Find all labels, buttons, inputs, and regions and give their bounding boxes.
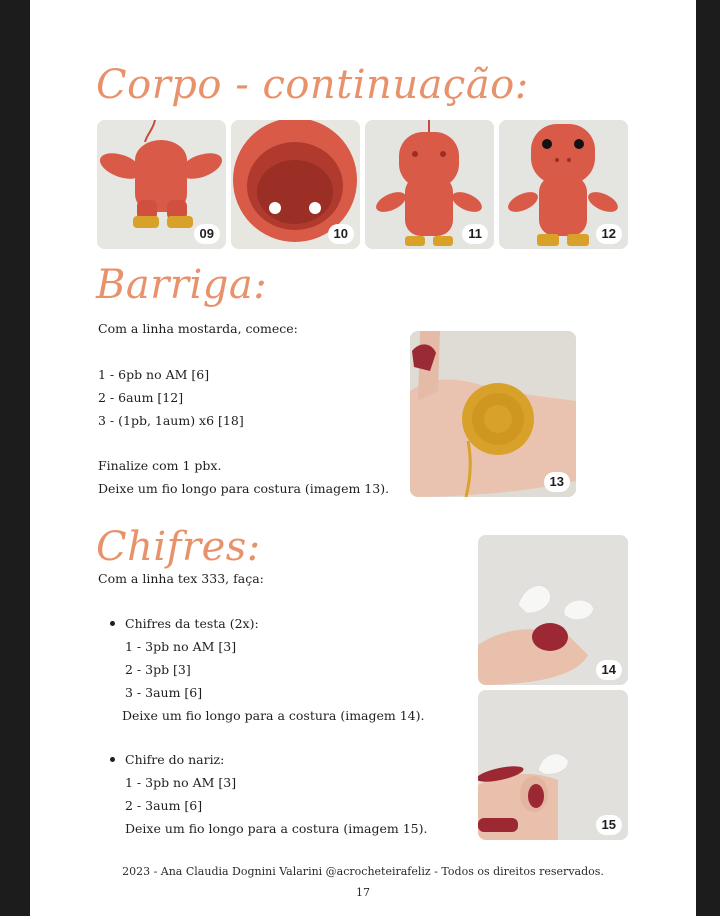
photo-15 <box>478 690 628 840</box>
chifres-testa-row-3: 3 - 3aum [6] <box>125 685 203 700</box>
section-title-chifres: Chifres: <box>96 524 261 570</box>
photo-12 <box>499 120 628 249</box>
chifres-testa-row-1: 1 - 3pb no AM [3] <box>125 639 237 654</box>
photo-number: 13 <box>544 472 570 492</box>
barriga-finish-2: Deixe um fio longo para costura (imagem 13). <box>98 481 390 496</box>
photo-number: 15 <box>596 815 622 835</box>
barriga-row-2: 2 - 6aum [12] <box>98 390 184 405</box>
chifres-nariz-row-2: 2 - 3aum [6] <box>125 798 203 813</box>
photo-11 <box>365 120 494 249</box>
barriga-row-3: 3 - (1pb, 1aum) x6 [18] <box>98 413 244 428</box>
photo-number: 14 <box>596 660 622 680</box>
bullet-testa <box>110 621 115 626</box>
photo-number: 09 <box>194 224 220 244</box>
section-title-barriga: Barriga: <box>96 262 268 308</box>
section-title-corpo: Corpo - continuação: <box>96 62 529 108</box>
page-number: 17 <box>356 886 370 899</box>
chifres-testa-note: Deixe um fio longo para a costura (imagem 14). <box>122 708 425 723</box>
photo-13 <box>410 331 576 497</box>
photo-number: 11 <box>462 224 488 244</box>
photo-number: 10 <box>328 224 354 244</box>
barriga-intro: Com a linha mostarda, comece: <box>98 321 298 336</box>
chifres-nariz-row-1: 1 - 3pb no AM [3] <box>125 775 237 790</box>
chifres-nariz-label: Chifre do nariz: <box>125 752 225 767</box>
photo-09 <box>97 120 226 249</box>
photo-14 <box>478 535 628 685</box>
photo-number: 12 <box>596 224 622 244</box>
chifres-testa-row-2: 2 - 3pb [3] <box>125 662 191 677</box>
chifres-testa-label: Chifres da testa (2x): <box>125 616 259 631</box>
footer-credit: 2023 - Ana Claudia Dognini Valarini @acrocheteirafeliz - Todos os direitos reservados. <box>122 865 604 878</box>
photo-10 <box>231 120 360 249</box>
chifres-intro: Com a linha tex 333, faça: <box>98 571 264 586</box>
chifres-nariz-note: Deixe um fio longo para a costura (imagem 15). <box>125 821 428 836</box>
barriga-row-1: 1 - 6pb no AM [6] <box>98 367 210 382</box>
bullet-nariz <box>110 757 115 762</box>
pattern-page <box>30 0 696 916</box>
barriga-finish-1: Finalize com 1 pbx. <box>98 458 222 473</box>
